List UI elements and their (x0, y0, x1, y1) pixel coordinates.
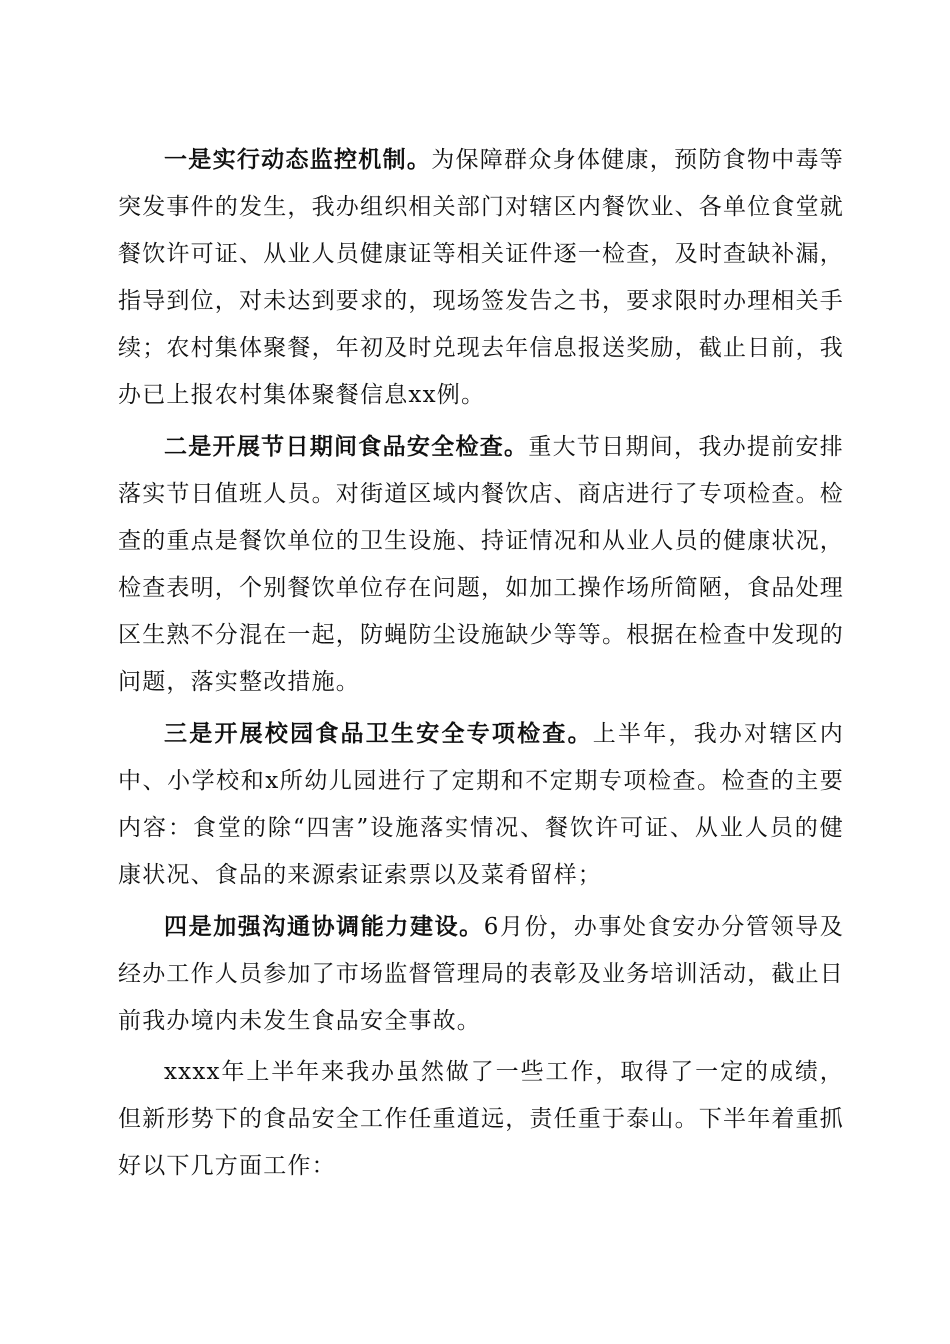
paragraph-4 (118, 903, 844, 1045)
paragraph-2 (118, 423, 844, 706)
paragraph-2-text: 重大节日期间，我办提前安排落实节日值班人员。对街道区域内餐饮店、商店进行了专项检查。检查的重点是餐饮单位的卫生设施、持证情况和从业人员的健康状况，检查表明，个别餐饮单位存在问题，如加工操作场所简陋，食品处理区生熟不分混在一起，防蝇防尘设施缺少等等。根据在检查中发现的问题，落实整改措施。 (118, 434, 844, 695)
paragraph-5-text: xxxx年上半年来我办虽然做了一些工作，取得了一定的成绩，但新形势下的食品安全工作任重道远，责任重于泰山。下半年着重抓好以下几方面工作： (118, 1059, 844, 1179)
paragraph-3-text: 上半年，我办对辖区内中、小学校和x所幼儿园进行了定期和不定期专项检查。检查的主要内容：食堂的除“四害”设施落实情况、餐饮许可证、从业人员的健康状况、食品的来源索证索票以及菜肴留样； (118, 721, 845, 888)
paragraph-1-heading: 一是实行动态监控机制。 (164, 146, 432, 173)
paragraph-3-heading: 三是开展校园食品卫生安全专项检查。 (164, 720, 593, 747)
paragraph-4-heading: 四是加强沟通协调能力建设。 (164, 913, 484, 940)
paragraph-5 (118, 1049, 844, 1190)
paragraph-1 (118, 136, 844, 419)
paragraph-1-text: 为保障群众身体健康，预防食物中毒等突发事件的发生，我办组织相关部门对辖区内餐饮业、各单位食堂就餐饮许可证、从业人员健康证等相关证件逐一检查，及时查缺补漏，指导到位，对未达到要求的，现场签发告之书，要求限时办理相关手续；农村集体聚餐，年初及时兑现去年信息报送奖励，截止日前，我办已上报农村集体聚餐信息xx例。 (118, 147, 845, 408)
document-body (118, 136, 844, 1194)
paragraph-4-text: 6月份，办事处食安办分管领导及经办工作人员参加了市场监督管理局的表彰及业务培训活动，截止日前我办境内未发生食品安全事故。 (118, 914, 844, 1034)
paragraph-2-heading: 二是开展节日期间食品安全检查。 (164, 433, 529, 460)
paragraph-3 (118, 710, 844, 899)
